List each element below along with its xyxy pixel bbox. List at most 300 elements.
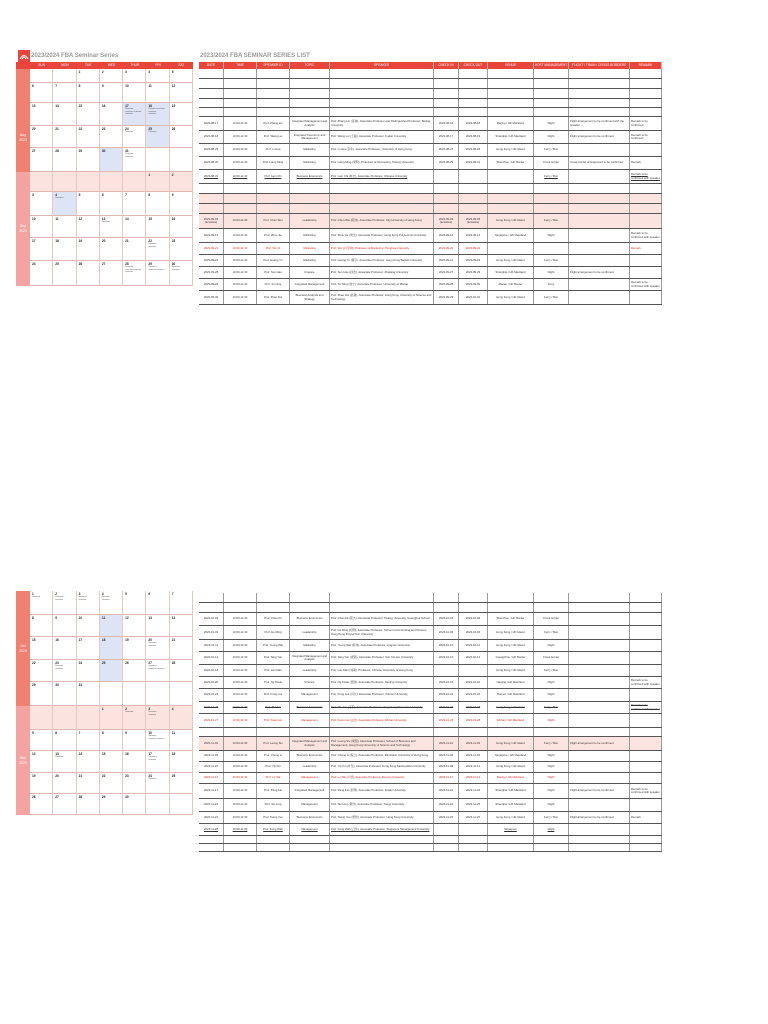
- day-number: 20: [55, 774, 59, 778]
- calendar-day[interactable]: [146, 126, 169, 148]
- day-number: 11: [148, 84, 152, 88]
- table-cell: [569, 652, 630, 664]
- table-cell: [569, 255, 630, 266]
- calendar-day[interactable]: [170, 591, 193, 615]
- calendar-day[interactable]: [170, 706, 193, 730]
- calendar-day[interactable]: [30, 83, 53, 103]
- calendar-day[interactable]: [30, 660, 53, 682]
- calendar-day[interactable]: [30, 682, 53, 706]
- month-block: [16, 706, 193, 815]
- calendar-day[interactable]: [100, 637, 123, 660]
- seminar-list-bottom: [199, 593, 662, 852]
- calendar-day[interactable]: [30, 261, 53, 286]
- table-cell: [224, 99, 257, 107]
- calendar-day[interactable]: [77, 794, 100, 815]
- table-row[interactable]: [199, 665, 662, 677]
- calendar-day[interactable]: [30, 69, 53, 83]
- calendar-day[interactable]: [53, 591, 76, 615]
- calendar-day[interactable]: [100, 773, 123, 794]
- calendar-day[interactable]: [53, 261, 76, 286]
- calendar-day[interactable]: [77, 83, 100, 103]
- table-row[interactable]: [199, 291, 662, 305]
- day-event-note: Seminar seminar seminar: [148, 665, 165, 670]
- table-row[interactable]: [199, 689, 662, 702]
- table-cell: Integrated Taxonomy and Management: [290, 131, 330, 143]
- table-cell: Prof. Zhang Lin: [257, 117, 290, 130]
- table-cell: Prof. Zhou Jie: [257, 229, 290, 242]
- calendar-day[interactable]: [123, 660, 146, 682]
- table-row[interactable]: [199, 728, 662, 737]
- table-cell: [459, 89, 488, 98]
- calendar-day[interactable]: [77, 637, 100, 660]
- day-number: 30: [101, 149, 106, 153]
- table-cell: [630, 267, 662, 278]
- calendar-day[interactable]: [100, 794, 123, 815]
- calendar-day[interactable]: [100, 126, 123, 148]
- calendar-day[interactable]: [146, 660, 169, 682]
- day-event-note: Seminar: [32, 596, 41, 598]
- table-row[interactable]: [199, 229, 662, 243]
- day-number: 4: [101, 592, 104, 596]
- table-cell: Prof. Chan Kit: [257, 613, 290, 625]
- calendar-day[interactable]: [146, 751, 169, 773]
- calendar-day[interactable]: [100, 660, 123, 682]
- calendar-day[interactable]: [100, 103, 123, 126]
- calendar-day[interactable]: [53, 660, 76, 682]
- table-row[interactable]: [199, 762, 662, 773]
- calendar-day[interactable]: [53, 730, 76, 751]
- table-row[interactable]: [199, 593, 662, 603]
- table-cell: Prof. Zhao Rui: [257, 291, 290, 304]
- calendar-day[interactable]: [170, 69, 193, 83]
- table-row[interactable]: [199, 824, 662, 836]
- calendar-day[interactable]: [123, 730, 146, 751]
- table-row[interactable]: [199, 773, 662, 784]
- calendar-day[interactable]: [146, 261, 169, 286]
- calendar-day[interactable]: [77, 172, 100, 192]
- table-row[interactable]: [199, 640, 662, 652]
- calendar-day[interactable]: [53, 773, 76, 794]
- table-cell: Nanjing / HK Mainland: [488, 677, 534, 688]
- weekday-header: MON: [61, 63, 69, 67]
- calendar-day[interactable]: [100, 172, 123, 192]
- calendar-day[interactable]: [30, 148, 53, 172]
- calendar-day[interactable]: [30, 216, 53, 238]
- calendar-week: [30, 103, 193, 126]
- table-row[interactable]: [199, 812, 662, 824]
- calendar-day[interactable]: [123, 751, 146, 773]
- calendar-day[interactable]: [77, 192, 100, 216]
- day-number: 25: [171, 774, 176, 778]
- day-event-note: Seminar seminar: [55, 665, 64, 670]
- calendar-day[interactable]: [123, 682, 146, 706]
- table-cell: Prof. Xu Ning (徐宁), Associate Professor, University of Macau: [330, 279, 434, 290]
- calendar-day[interactable]: [100, 706, 123, 730]
- calendar-day[interactable]: [146, 730, 169, 751]
- calendar-day[interactable]: [170, 126, 193, 148]
- calendar-day[interactable]: [77, 103, 100, 126]
- calendar-day[interactable]: [123, 238, 146, 261]
- table-cell: Remark to be confirmed: [630, 131, 662, 143]
- table-cell: Prof. Yip Kin: [257, 762, 290, 772]
- calendar-day[interactable]: [146, 103, 169, 126]
- table-cell: 2023-09-13: [199, 229, 224, 242]
- calendar-day[interactable]: [53, 216, 76, 238]
- calendar-day[interactable]: [146, 637, 169, 660]
- calendar-day[interactable]: [77, 706, 100, 730]
- table-cell: Marketing: [290, 157, 330, 169]
- calendar-day[interactable]: [53, 751, 76, 773]
- weekday-header: FRI: [155, 63, 161, 67]
- calendar-day[interactable]: [146, 591, 169, 615]
- calendar-day[interactable]: [170, 238, 193, 261]
- calendar-day[interactable]: [170, 773, 193, 794]
- calendar-day[interactable]: [146, 172, 169, 192]
- table-cell: [569, 229, 630, 242]
- calendar-day[interactable]: [53, 172, 76, 192]
- day-number: 1: [78, 70, 81, 74]
- table-row[interactable]: [199, 194, 662, 204]
- calendar-day[interactable]: [123, 615, 146, 637]
- calendar-day[interactable]: [30, 706, 53, 730]
- calendar-day[interactable]: [146, 773, 169, 794]
- calendar-title: 2023/2024 FBA Seminar Series: [31, 53, 119, 59]
- calendar-day[interactable]: [146, 615, 169, 637]
- table-cell: Flight: [534, 784, 569, 798]
- calendar-day[interactable]: [146, 83, 169, 103]
- calendar-day[interactable]: [77, 591, 100, 615]
- calendar-day[interactable]: [53, 706, 76, 730]
- table-cell: [290, 184, 330, 193]
- table-cell: 2023-11-03: [199, 751, 224, 761]
- calendar-day[interactable]: [100, 148, 123, 172]
- calendar-day[interactable]: [100, 261, 123, 286]
- table-cell: Hong Kong / HK Island: [488, 702, 534, 713]
- calendar-day[interactable]: [170, 172, 193, 192]
- table-cell: 2023-09-23: [459, 255, 488, 266]
- calendar-week: [30, 591, 193, 615]
- table-cell: [290, 99, 330, 107]
- calendar-day[interactable]: [100, 730, 123, 751]
- calendar-day[interactable]: [170, 637, 193, 660]
- calendar-day[interactable]: [100, 615, 123, 637]
- table-cell: [630, 204, 662, 213]
- table-cell: 2023-09-28: [199, 267, 224, 278]
- calendar-day[interactable]: [146, 148, 169, 172]
- table-row[interactable]: [199, 784, 662, 799]
- table-cell: Prof. Zhang Lin (张林), Associate Professor and Distinguished Professor, Beijing University: [330, 117, 434, 130]
- calendar-day[interactable]: [146, 682, 169, 706]
- table-row[interactable]: [199, 844, 662, 852]
- table-cell: 2023-11-09: [434, 762, 459, 772]
- table-cell: 2023-10-28: [459, 714, 488, 727]
- calendar-day[interactable]: [123, 591, 146, 615]
- calendar-day[interactable]: [100, 238, 123, 261]
- calendar-day[interactable]: [53, 126, 76, 148]
- table-cell: [534, 69, 569, 78]
- calendar-day[interactable]: [30, 591, 53, 615]
- calendar-day[interactable]: [77, 126, 100, 148]
- table-cell: [488, 170, 534, 183]
- table-row[interactable]: [199, 131, 662, 144]
- table-row[interactable]: [199, 214, 662, 229]
- calendar-day[interactable]: [123, 261, 146, 286]
- calendar-week: [30, 751, 193, 773]
- calendar-day[interactable]: [170, 148, 193, 172]
- table-cell: [534, 184, 569, 193]
- table-row[interactable]: [199, 836, 662, 844]
- calendar-day[interactable]: [53, 192, 76, 216]
- month-label-text: 2023: [19, 229, 27, 233]
- calendar-day[interactable]: [53, 615, 76, 637]
- table-cell: [257, 89, 290, 98]
- calendar-day[interactable]: [77, 615, 100, 637]
- table-cell: [630, 626, 662, 639]
- table-cell: [569, 799, 630, 811]
- table-cell: Prof. Kong Wah: [257, 824, 290, 835]
- day-number: 23: [171, 239, 176, 243]
- table-cell: [257, 844, 290, 851]
- table-cell: Marketing: [290, 229, 330, 242]
- day-number: 12: [125, 616, 129, 620]
- day-number: 12: [32, 752, 36, 756]
- day-event-note: Seminar seminar: [148, 711, 157, 716]
- table-cell: 2023-09-04 (tentative): [199, 214, 224, 228]
- table-cell: 2023-10-12: [459, 640, 488, 651]
- calendar-day[interactable]: [53, 682, 76, 706]
- day-event-note: Seminar: [148, 131, 157, 133]
- table-row[interactable]: [199, 243, 662, 255]
- calendar-day[interactable]: [170, 794, 193, 815]
- calendar-day[interactable]: [77, 730, 100, 751]
- calendar-day[interactable]: [123, 126, 146, 148]
- calendar-day[interactable]: [53, 794, 76, 815]
- calendar-day[interactable]: [170, 261, 193, 286]
- table-row[interactable]: [199, 144, 662, 157]
- calendar-day[interactable]: [146, 706, 169, 730]
- calendar-day[interactable]: [53, 637, 76, 660]
- table-row[interactable]: [199, 267, 662, 279]
- day-number: 31: [78, 683, 83, 687]
- table-cell: [459, 170, 488, 183]
- calendar-day[interactable]: [170, 660, 193, 682]
- table-row[interactable]: [199, 751, 662, 762]
- calendar-day[interactable]: [123, 69, 146, 83]
- day-number: 27: [101, 262, 106, 266]
- calendar-day[interactable]: [53, 103, 76, 126]
- table-row[interactable]: [199, 170, 662, 184]
- table-cell: 2023-10-26: [434, 714, 459, 727]
- calendar-day[interactable]: [53, 238, 76, 261]
- calendar-day[interactable]: [77, 238, 100, 261]
- calendar-day[interactable]: [146, 794, 169, 815]
- calendar-day[interactable]: [100, 216, 123, 238]
- table-row[interactable]: [199, 69, 662, 79]
- calendar-day[interactable]: [123, 148, 146, 172]
- day-number: 4: [171, 707, 174, 711]
- calendar-day[interactable]: [30, 751, 53, 773]
- table-cell: Integrated Management: [290, 784, 330, 798]
- table-cell: Beijing / HK Mainland: [488, 117, 534, 130]
- table-cell: 10:00-11:30: [224, 784, 257, 798]
- table-cell: [630, 689, 662, 701]
- day-event-note: Seminar seminar seminar: [148, 266, 165, 271]
- calendar-day[interactable]: [170, 751, 193, 773]
- table-cell: 2023-10-10: [434, 640, 459, 651]
- table-row[interactable]: [199, 677, 662, 689]
- calendar-day[interactable]: [170, 103, 193, 126]
- day-number: 17: [125, 104, 129, 108]
- calendar-day[interactable]: [30, 103, 53, 126]
- calendar-day[interactable]: [100, 591, 123, 615]
- table-cell: [290, 194, 330, 203]
- calendar-day[interactable]: [77, 773, 100, 794]
- table-cell: [199, 844, 224, 851]
- calendar-day[interactable]: [100, 682, 123, 706]
- table-row[interactable]: [199, 117, 662, 131]
- month-weeks: [30, 172, 193, 286]
- calendar-day[interactable]: [123, 83, 146, 103]
- table-row[interactable]: [199, 157, 662, 170]
- table-row[interactable]: [199, 702, 662, 714]
- table-cell: [534, 593, 569, 602]
- calendar-day[interactable]: [77, 682, 100, 706]
- table-cell: 2023-09-21: [199, 243, 224, 254]
- day-number: 9: [125, 731, 127, 735]
- month-label-text: 2023: [19, 137, 27, 142]
- day-number: 30: [171, 262, 176, 266]
- table-cell: Remark: [630, 812, 662, 823]
- calendar-day[interactable]: [77, 660, 100, 682]
- table-cell: [290, 603, 330, 612]
- table-row[interactable]: [199, 626, 662, 640]
- day-event-note: Seminar seminar seminar: [148, 735, 165, 740]
- calendar-day[interactable]: [123, 216, 146, 238]
- calendar-day[interactable]: [170, 216, 193, 238]
- table-cell: 2023-10-27: [199, 714, 224, 727]
- table-row[interactable]: [199, 799, 662, 812]
- calendar-day[interactable]: [146, 238, 169, 261]
- table-cell: Flight: [534, 689, 569, 701]
- calendar-day[interactable]: [77, 148, 100, 172]
- table-cell: 2023-11-17: [199, 784, 224, 798]
- day-number: 26: [32, 795, 36, 799]
- calendar-day[interactable]: [123, 192, 146, 216]
- calendar-day[interactable]: [30, 794, 53, 815]
- table-row[interactable]: [199, 108, 662, 117]
- table-row[interactable]: [199, 603, 662, 613]
- calendar-day[interactable]: [30, 126, 53, 148]
- calendar-day[interactable]: [77, 261, 100, 286]
- month-label-text: Nov: [19, 755, 27, 760]
- table-cell: 2023-11-25: [459, 799, 488, 811]
- day-number: 22: [101, 774, 106, 778]
- table-row[interactable]: [199, 652, 662, 665]
- calendar-day[interactable]: [170, 615, 193, 637]
- calendar-day[interactable]: [30, 730, 53, 751]
- month-block: [16, 172, 193, 286]
- table-cell: [199, 836, 224, 843]
- table-cell: 2023-09-28: [434, 279, 459, 290]
- calendar-day[interactable]: [53, 69, 76, 83]
- calendar-day[interactable]: [100, 69, 123, 83]
- calendar-day[interactable]: [170, 682, 193, 706]
- day-number: 2: [171, 173, 174, 177]
- table-cell: [534, 603, 569, 612]
- table-row[interactable]: [199, 184, 662, 194]
- table-row[interactable]: [199, 613, 662, 626]
- table-cell: [199, 89, 224, 98]
- day-number: 25: [55, 262, 59, 266]
- calendar-day[interactable]: [123, 794, 146, 815]
- table-row[interactable]: [199, 79, 662, 89]
- table-row[interactable]: [199, 204, 662, 214]
- calendar-day[interactable]: [100, 751, 123, 773]
- calendar-day[interactable]: [100, 83, 123, 103]
- calendar-day[interactable]: [30, 172, 53, 192]
- table-cell: [199, 79, 224, 88]
- table-cell: Flight: [534, 762, 569, 772]
- calendar-day[interactable]: [100, 192, 123, 216]
- table-row[interactable]: [199, 255, 662, 267]
- table-cell: [488, 593, 534, 602]
- table-row[interactable]: [199, 99, 662, 108]
- table-row[interactable]: [199, 737, 662, 751]
- calendar-day[interactable]: [170, 192, 193, 216]
- calendar-day[interactable]: [30, 615, 53, 637]
- table-cell: 2023-09-21: [434, 255, 459, 266]
- calendar-day[interactable]: [123, 706, 146, 730]
- table-cell: [434, 204, 459, 213]
- calendar-day[interactable]: [170, 83, 193, 103]
- table-cell: [569, 640, 630, 651]
- calendar-day[interactable]: [30, 773, 53, 794]
- calendar-week: [30, 682, 193, 706]
- table-row[interactable]: [199, 89, 662, 99]
- calendar-day[interactable]: [77, 69, 100, 83]
- calendar-day[interactable]: [123, 637, 146, 660]
- calendar-day[interactable]: [170, 730, 193, 751]
- table-row[interactable]: [199, 714, 662, 728]
- calendar-day[interactable]: [146, 192, 169, 216]
- day-event-note: Seminar seminar: [148, 243, 157, 248]
- day-event-note: Seminar: [125, 711, 134, 713]
- calendar-day[interactable]: [30, 192, 53, 216]
- calendar-day[interactable]: [123, 773, 146, 794]
- table-cell: [290, 836, 330, 843]
- calendar-day[interactable]: [77, 216, 100, 238]
- calendar-day[interactable]: [30, 637, 53, 660]
- table-cell: [199, 204, 224, 213]
- day-number: 9: [101, 84, 104, 88]
- table-row[interactable]: [199, 279, 662, 291]
- calendar-day[interactable]: [30, 238, 53, 261]
- calendar-day[interactable]: [53, 148, 76, 172]
- calendar-day[interactable]: [146, 216, 169, 238]
- day-number: 6: [148, 592, 151, 596]
- calendar-day[interactable]: [123, 172, 146, 192]
- calendar-day[interactable]: [146, 69, 169, 83]
- day-number: 8: [32, 616, 34, 620]
- table-cell: [330, 108, 434, 116]
- table-cell: 2023-11-23: [434, 812, 459, 823]
- table-cell: [534, 89, 569, 98]
- calendar-day[interactable]: [77, 751, 100, 773]
- day-number: 2: [55, 592, 58, 596]
- calendar-day[interactable]: [53, 83, 76, 103]
- calendar-day[interactable]: [123, 103, 146, 126]
- table-cell: 2023-11-14: [459, 773, 488, 783]
